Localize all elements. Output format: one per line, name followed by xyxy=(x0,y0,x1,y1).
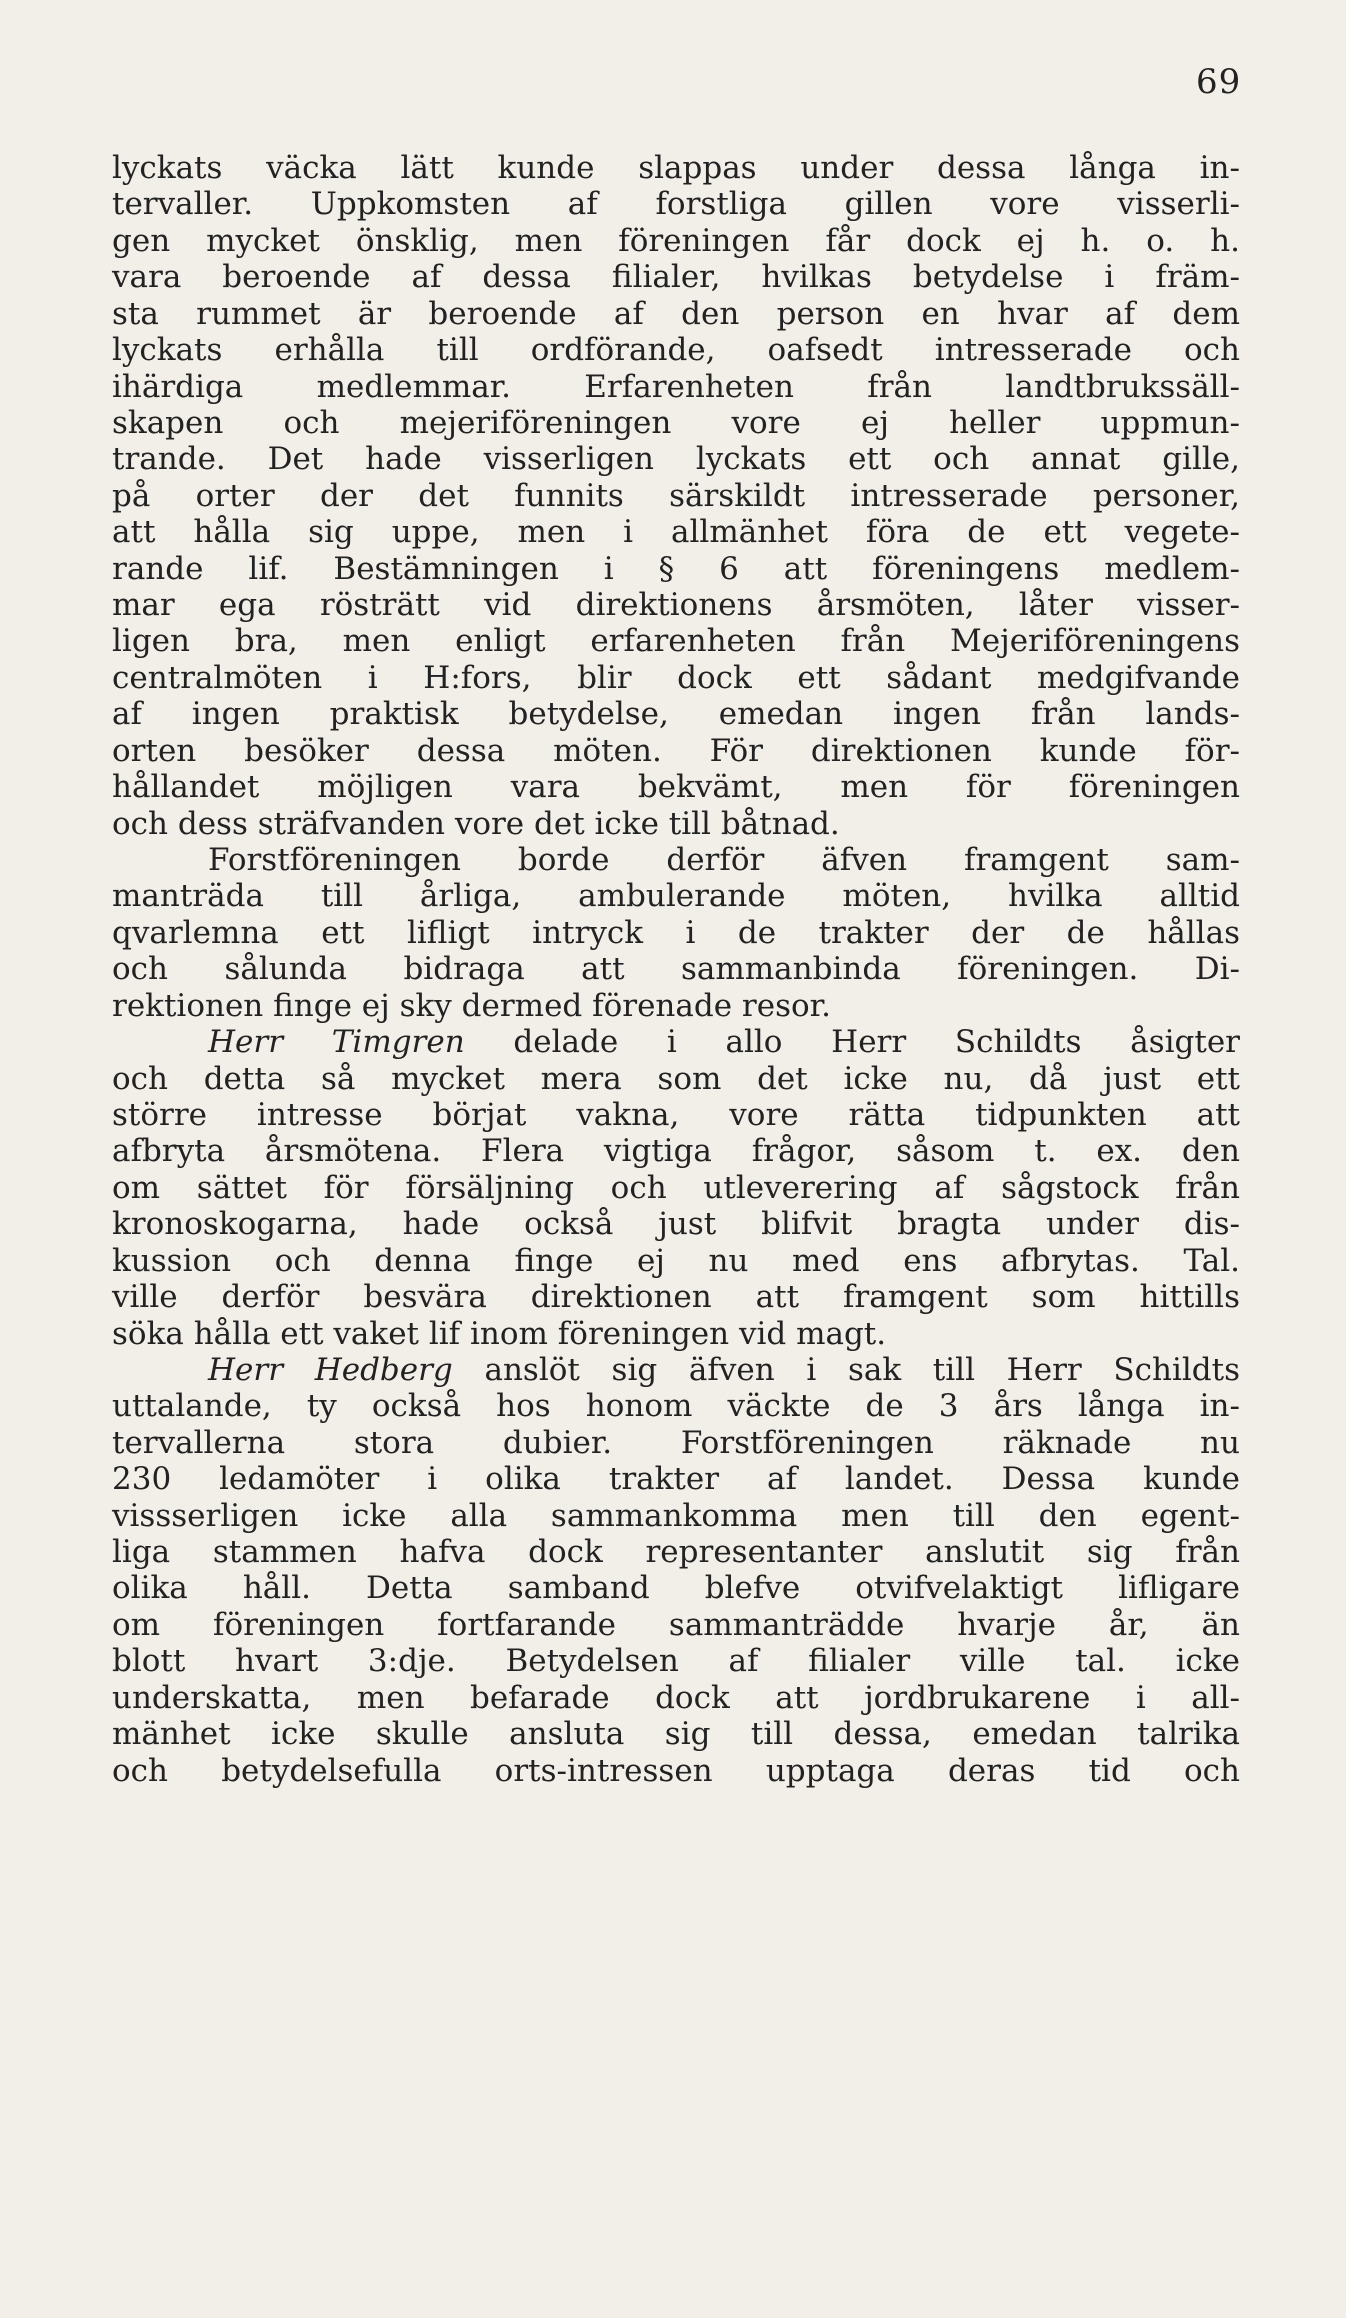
text-line: rande lif. Bestämningen i § 6 att föreningens medlem- xyxy=(112,550,1240,587)
text-line: qvarlemna ett lifligt intryck i de trakter der de hållas xyxy=(112,914,1240,951)
text-line: och sålunda bidraga att sammanbinda föreningen. Di- xyxy=(112,951,1240,988)
page-number: 69 xyxy=(1196,62,1242,102)
text-line: vara beroende af dessa filialer, hvilkas betydelse i främ- xyxy=(112,259,1240,296)
text-line: och dess sträfvanden vore det icke till båtnad. xyxy=(112,805,840,842)
text-line: sta rummet är beroende af den person en hvar af dem xyxy=(112,295,1240,332)
text-line: 230 ledamöter i olika trakter af landet. Dessa kunde xyxy=(112,1461,1240,1498)
text-line: ville derför besvära direktionen att framgent som hittills xyxy=(112,1279,1240,1316)
text-line: gen mycket önsklig, men föreningen får dock ej h. o. h. xyxy=(112,222,1240,259)
text-line: uttalande, ty också hos honom väckte de 3 års långa in- xyxy=(112,1388,1240,1425)
text-line: kussion och denna finge ej nu med ens afbrytas. Tal. xyxy=(112,1242,1240,1279)
text-line xyxy=(112,1024,1240,1060)
text-line: underskatta, men befarade dock att jordbrukarene i all- xyxy=(112,1679,1240,1716)
text-line: liga stammen hafva dock representanter anslutit sig från xyxy=(112,1534,1240,1571)
text-line: större intresse börjat vakna, vore rätta tidpunkten att xyxy=(112,1096,1240,1133)
text-line: tervallerna stora dubier. Forstföreningen räknade nu xyxy=(112,1424,1240,1461)
text-line: och betydelsefulla orts-intressen upptaga deras tid och xyxy=(112,1752,1240,1789)
text-line: lyckats väcka lätt kunde slappas under dessa långa in- xyxy=(112,150,1240,186)
text-line: rektionen finge ej sky dermed förenade resor. xyxy=(112,987,831,1024)
text-line: af ingen praktisk betydelse, emedan ingen från lands- xyxy=(112,696,1240,733)
speaker-name: Herr Timgren xyxy=(208,1024,465,1061)
text-line: blott hvart 3:dje. Betydelsen af filialer ville tal. icke xyxy=(112,1643,1240,1680)
line-text: anslöt sig äfven i sak till Herr Schildts xyxy=(452,1351,1240,1388)
text-line: ihärdiga medlemmar. Erfarenheten från landtbrukssäll- xyxy=(112,368,1240,405)
text-line: kronoskogarna, hade också just blifvit bragta under dis- xyxy=(112,1206,1240,1243)
text-line xyxy=(112,1352,1240,1388)
text-line: tervaller. Uppkomsten af forstliga gillen vore visserli- xyxy=(112,186,1240,223)
text-line: hållandet möjligen vara bekvämt, men för föreningen xyxy=(112,769,1240,806)
text-line: skapen och mejeriföreningen vore ej heller uppmun- xyxy=(112,404,1240,441)
text-line: att hålla sig uppe, men i allmänhet föra de ett vegete- xyxy=(112,514,1240,551)
text-line: centralmöten i H:fors, blir dock ett sådant medgifvande xyxy=(112,659,1240,696)
body-text xyxy=(112,150,1240,1789)
text-line: ligen bra, men enligt erfarenheten från Mejeriföreningens xyxy=(112,623,1240,660)
text-line: lyckats erhålla till ordförande, oafsedt intresserade och xyxy=(112,332,1240,369)
text-line: orten besöker dessa möten. För direktionen kunde för- xyxy=(112,732,1240,769)
text-line: mänhet icke skulle ansluta sig till dessa, emedan talrika xyxy=(112,1716,1240,1753)
text-line: söka hålla ett vaket lif inom föreningen vid magt. xyxy=(112,1315,887,1352)
text-line: om föreningen fortfarande sammanträdde hvarje år, än xyxy=(112,1606,1240,1643)
text-line: trande. Det hade visserligen lyckats ett och annat gille, xyxy=(112,441,1240,478)
text-line: vissserligen icke alla sammankomma men till den egent- xyxy=(112,1497,1240,1534)
text-line: mar ega rösträtt vid direktionens årsmöten, låter visser- xyxy=(112,587,1240,624)
line-text: delade i allo Herr Schildts åsigter xyxy=(464,1024,1240,1061)
text-line: och detta så mycket mera som det icke nu, då just ett xyxy=(112,1060,1240,1097)
text-line: olika håll. Detta samband blefve otvifvelaktigt lifligare xyxy=(112,1570,1240,1607)
text-line: på orter der det funnits särskildt intresserade personer, xyxy=(112,477,1240,514)
text-line: om sättet för försäljning och utleverering af sågstock från xyxy=(112,1169,1240,1206)
text-line: afbryta årsmötena. Flera vigtiga frågor, såsom t. ex. den xyxy=(112,1133,1240,1170)
text-line: manträda till årliga, ambulerande möten, hvilka alltid xyxy=(112,878,1240,915)
speaker-name: Herr Hedberg xyxy=(208,1351,453,1388)
text-line: Forstföreningen borde derför äfven framgent sam- xyxy=(208,842,1240,879)
